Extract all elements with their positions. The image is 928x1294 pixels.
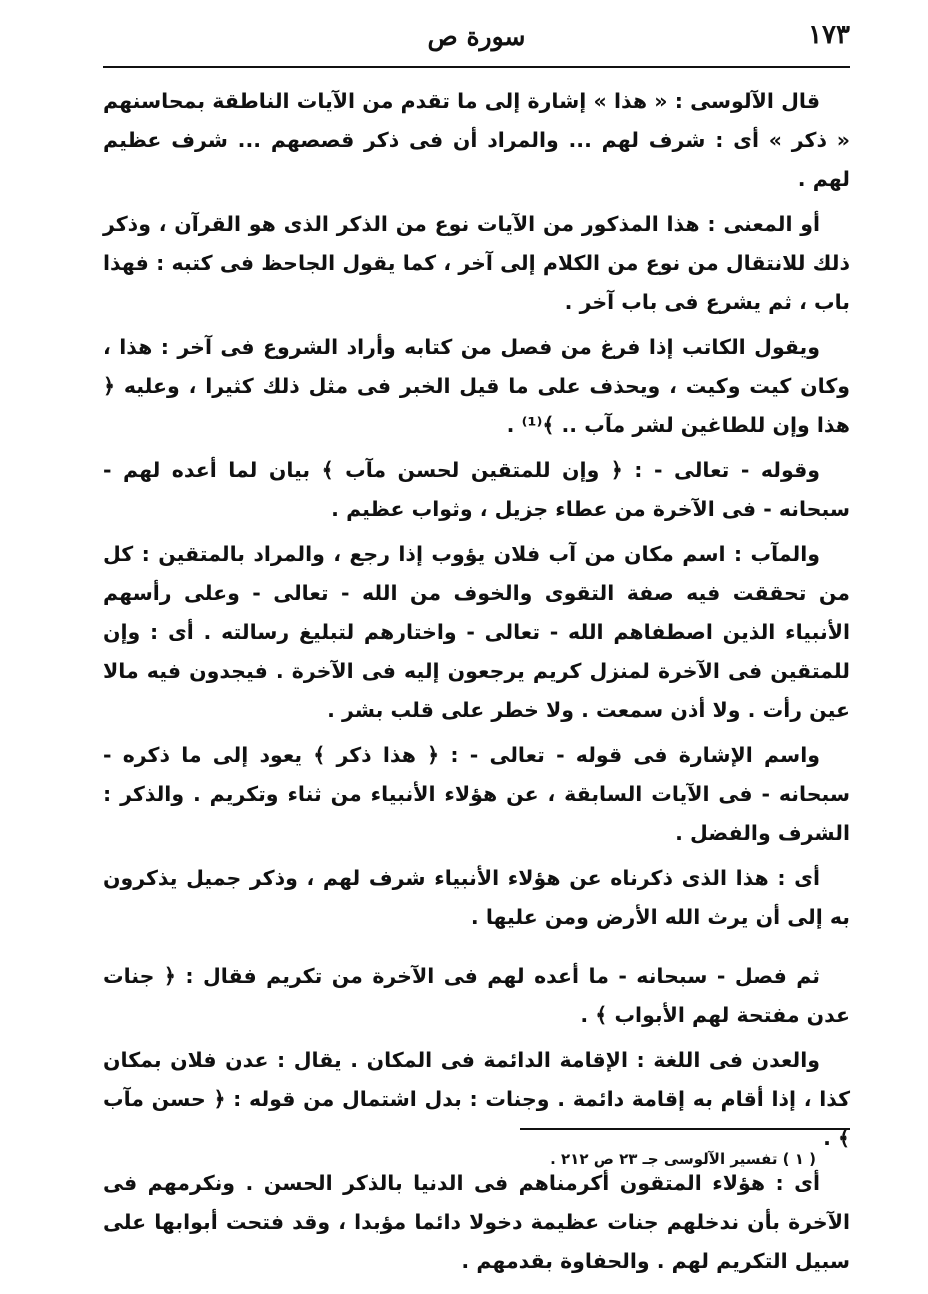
paragraph: أى : هؤلاء المتقون أكرمناهم فى الدنيا بالذكر الحسن . ونكرمهم فى الآخرة بأن ندخلهم جنات عظيمة دخولا دائما مؤبدا ، وقد فتحت أبوابها على سبيل التكريم لهم . والحفاوة بقدمهم . [103, 1171, 850, 1273]
footnote: ( ١ ) تفسير الآلوسى جـ ٢٣ ص ٢١٢ . [550, 1150, 816, 1168]
paragraph: أو المعنى : هذا المذكور من الآيات نوع من الذكر الذى هو القرآن ، وذكر ذلك للانتقال من نوع من الكلام إلى آخر ، كما يقول الجاحظ فى كتبه : فهذا باب ، ثم يشرع فى باب آخر . [103, 212, 850, 314]
header-rule [103, 66, 850, 68]
paragraph: قال الآلوسى : « هذا » إشارة إلى ما تقدم من الآيات الناطقة بمحاسنهم « ذكر » أى : شرف لهم ... والمراد أن فى ذكر قصصهم ... شرف عظيم لهم . [103, 89, 850, 191]
paragraph: ثم فصل - سبحانه - ما أعده لهم فى الآخرة من تكريم فقال : ﴿ جنات عدن مفتحة لهم الأبواب ﴾ . [103, 964, 850, 1027]
footnote-rule [520, 1128, 850, 1130]
body-text [103, 82, 850, 1287]
page-number: ١٧٣ [808, 20, 850, 50]
paragraph: والعدن فى اللغة : الإقامة الدائمة فى المكان . يقال : عدن فلان بمكان كذا ، إذا أقام به إقامة دائمة . وجنات : بدل اشتمال من قوله : ﴿ حسن مآب ﴾ . [103, 1048, 850, 1150]
paragraph: أى : هذا الذى ذكرناه عن هؤلاء الأنبياء شرف لهم ، وذكر جميل يذكرون به إلى أن يرث الله الأرض ومن عليها . [103, 866, 850, 929]
page-header [103, 18, 850, 62]
running-title: سورة ص [427, 22, 526, 51]
paragraph: والمآب : اسم مكان من آب فلان يؤوب إذا رجع ، والمراد بالمتقين : كل من تحققت فيه صفة التقوى والخوف من الله - تعالى - وعلى رأسهم الأنبياء الذين اصطفاهم الله - تعالى - واختارهم لتبليغ رسالته . أى : وإن للمتقين فى الآخرة لمنزل كريم يرجعون إليه فى الآخرة . فيجدون فيه مالا عين رأت . ولا أذن سمعت . ولا خطر على قلب بشر . [103, 542, 850, 722]
paragraph: وقوله - تعالى - : ﴿ وإن للمتقين لحسن مآب ﴾ بيان لما أعده لهم - سبحانه - فى الآخرة من عطاء جزيل ، وثواب عظيم . [103, 458, 850, 521]
paragraph: ويقول الكاتب إذا فرغ من فصل من كتابه وأراد الشروع فى آخر : هذا ، وكان كيت وكيت ، ويحذف على ما قيل الخبر فى مثل ذلك كثيرا ، وعليه ﴿ هذا وإن للطاغين لشر مآب .. ﴾⁽¹⁾ . [103, 335, 850, 437]
paragraph: واسم الإشارة فى قوله - تعالى - : ﴿ هذا ذكر ﴾ يعود إلى ما ذكره - سبحانه - فى الآيات السابقة ، عن هؤلاء الأنبياء من ثناء وتكريم . والذكر : الشرف والفضل . [103, 743, 850, 845]
